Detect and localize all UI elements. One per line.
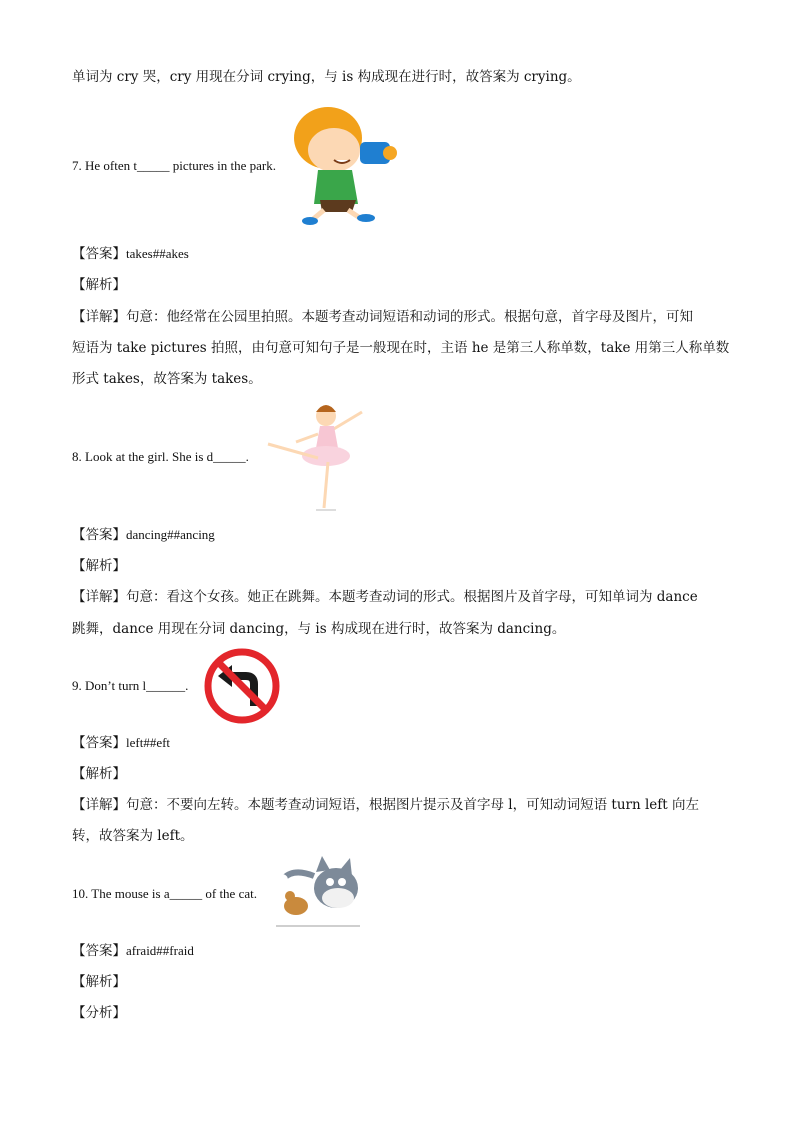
question-8-prompt [72,447,249,467]
question-7-prompt [72,156,276,176]
question-10-analysis-label: 【解析】 [72,974,126,990]
cat-eye-right [338,878,346,886]
question-7-answer [72,244,189,264]
detail-text: 句意：不要向左转。本题考查动词短语，根据图片提示及首字母 l，可知动词短语 turn left 向左 [126,797,699,813]
hair [316,405,336,412]
cat-and-mouse-illustration [276,854,360,930]
smile [334,160,350,163]
mouse-ear [285,891,295,901]
question-9-detail-line-2: 转，故答案为 left。 [72,828,194,844]
question-10-analysis2-label: 【分析】 [72,1005,126,1021]
question-8-answer [72,525,215,545]
answer-label: 【答案】 [72,735,126,751]
shoe-right [357,214,375,222]
detail-label: 【详解】 [72,309,126,325]
question-text: He often t_____ pictures in the park. [85,158,276,173]
question-7-detail-line-2: 短语为 take pictures 拍照，由句意可知句子是一般现在时，主语 he 是第三人称单数，take 用第三人称单数 [72,340,730,356]
question-number: 10. [72,886,89,901]
answer-value: left##eft [126,735,171,750]
boy-with-camera-illustration [290,104,402,228]
answer-value: takes##akes [126,246,189,261]
arm-right [332,412,362,430]
detail-label: 【详解】 [72,797,126,813]
question-number: 9. [72,678,82,693]
question-8-detail-line-1 [72,587,698,607]
face [308,128,360,172]
question-9-analysis-label: 【解析】 [72,766,126,782]
question-9-answer [72,733,170,753]
question-7-detail-line-3: 形式 takes，故答案为 takes。 [72,371,262,387]
intro-explanation: 单词为 cry 哭，cry 用现在分词 crying，与 is 构成现在进行时，故答案为 crying。 [72,69,581,85]
question-text: The mouse is a_____ of the cat. [91,886,257,901]
question-number: 7. [72,158,82,173]
answer-value: afraid##fraid [126,943,194,958]
cat-paw [276,874,288,886]
question-7-detail-line-1 [72,307,693,327]
answer-label: 【答案】 [72,246,126,262]
detail-label: 【详解】 [72,589,126,605]
question-10-answer [72,941,194,961]
shoe-left [302,217,318,225]
camera-lens [383,146,397,160]
ballerina-illustration [262,400,374,512]
answer-value: dancing##ancing [126,527,215,542]
arm-left [296,434,318,442]
detail-text: 句意：他经常在公园里拍照。本题考查动词短语和动词的形式。根据句意，首字母及图片，可知 [126,309,693,325]
answer-label: 【答案】 [72,527,126,543]
no-left-turn-sign [202,646,282,726]
cat-arm [284,872,314,878]
question-8-analysis-label: 【解析】 [72,558,126,574]
detail-text: 句意：看这个女孩。她正在跳舞。本题考查动词的形式。根据图片及首字母，可知单词为 dance [126,589,698,605]
question-7-analysis-label: 【解析】 [72,277,126,293]
question-9-detail-line-1 [72,795,699,815]
question-10-prompt [72,884,257,904]
leg-standing [324,462,328,508]
question-8-detail-line-2: 跳舞，dance 用现在分词 dancing，与 is 构成现在进行时，故答案为 dancing。 [72,621,566,637]
question-number: 8. [72,449,82,464]
question-text: Look at the girl. She is d_____. [85,449,249,464]
answer-label: 【答案】 [72,943,126,959]
cat-eye-left [326,878,334,886]
question-9-prompt [72,676,188,696]
question-text: Don’t turn l______. [85,678,189,693]
shirt [314,170,358,204]
cat-muzzle [322,888,354,908]
